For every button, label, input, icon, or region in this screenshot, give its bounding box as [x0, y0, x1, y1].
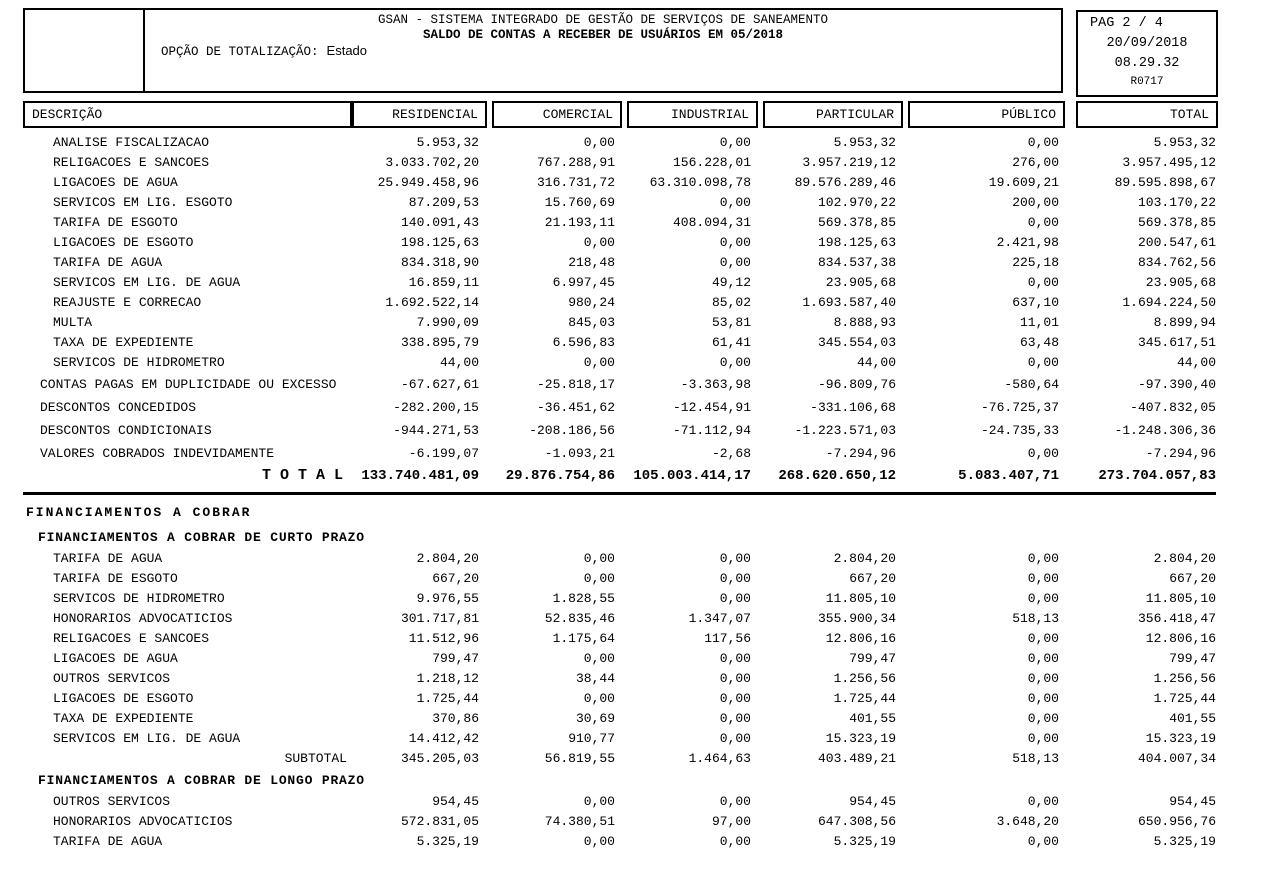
cell-comercial: 1.175,64 — [552, 631, 615, 646]
table-row — [23, 569, 1216, 589]
table-row — [23, 273, 1216, 293]
cell-publico: 518,13 — [1012, 751, 1059, 766]
cell-particular: 23.905,68 — [825, 275, 896, 290]
report-header-box — [145, 8, 1063, 93]
cell-industrial: 0,00 — [719, 551, 751, 566]
row-label: SERVICOS EM LIG. DE AGUA — [53, 731, 241, 746]
cell-comercial: -25.818,17 — [536, 377, 615, 392]
cell-industrial: 0,00 — [719, 731, 751, 746]
cell-particular: 834.537,38 — [817, 255, 896, 270]
cell-publico: 0,00 — [1027, 275, 1059, 290]
cell-residencial: 5.953,32 — [416, 135, 479, 150]
cell-residencial: 87.209,53 — [408, 195, 479, 210]
cell-industrial: 0,00 — [719, 235, 751, 250]
cell-industrial: 0,00 — [719, 255, 751, 270]
row-label: FINANCIAMENTOS A COBRAR — [26, 505, 252, 520]
cell-publico: 0,00 — [1027, 571, 1059, 586]
cell-particular: 3.957.219,12 — [802, 155, 896, 170]
cell-residencial: 1.218,12 — [416, 671, 479, 686]
table-row — [23, 173, 1216, 193]
column-header-industrial: INDUSTRIAL — [627, 101, 758, 128]
cell-total: 667,20 — [1169, 571, 1216, 586]
cell-total: -7.294,96 — [1145, 446, 1216, 461]
table-row — [23, 729, 1216, 749]
cell-industrial: 0,00 — [719, 834, 751, 849]
cell-residencial: 338.895,79 — [400, 335, 479, 350]
cell-publico: 11,01 — [1019, 315, 1059, 330]
cell-publico: 0,00 — [1027, 691, 1059, 706]
report-table-body — [23, 133, 1216, 852]
cell-publico: 63,48 — [1019, 335, 1059, 350]
totalization-label: OPÇÃO DE TOTALIZAÇÃO: — [161, 45, 319, 59]
table-row — [23, 589, 1216, 609]
cell-residencial: -282.200,15 — [393, 400, 479, 415]
page-info-box — [1076, 10, 1218, 97]
cell-total: -1.248.306,36 — [1114, 423, 1216, 438]
cell-comercial: 218,48 — [568, 255, 615, 270]
cell-publico: 637,10 — [1012, 295, 1059, 310]
cell-total: 834.762,56 — [1137, 255, 1216, 270]
cell-total: 5.325,19 — [1153, 834, 1216, 849]
cell-particular: 198.125,63 — [817, 235, 896, 250]
cell-comercial: 52.835,46 — [544, 611, 615, 626]
row-label: RELIGACOES E SANCOES — [53, 631, 210, 646]
cell-publico: 0,00 — [1027, 551, 1059, 566]
row-label: TARIFA DE ESGOTO — [53, 215, 178, 230]
row-label: REAJUSTE E CORRECAO — [53, 295, 202, 310]
column-header-residencial: RESIDENCIAL — [352, 101, 487, 128]
cell-comercial: 316.731,72 — [536, 175, 615, 190]
row-label: DESCONTOS CONDICIONAIS — [40, 423, 212, 438]
cell-industrial: -3.363,98 — [680, 377, 751, 392]
row-label: MULTA — [53, 315, 93, 330]
cell-particular: 799,47 — [849, 651, 896, 666]
cell-residencial: 2.804,20 — [416, 551, 479, 566]
cell-comercial: 21.193,11 — [544, 215, 615, 230]
cell-publico: 3.648,20 — [996, 814, 1059, 829]
cell-publico: 200,00 — [1012, 195, 1059, 210]
table-row — [23, 792, 1216, 812]
cell-residencial: 834.318,90 — [400, 255, 479, 270]
cell-industrial: 97,00 — [711, 814, 751, 829]
cell-industrial: 117,56 — [704, 631, 751, 646]
cell-total: 1.725,44 — [1153, 691, 1216, 706]
cell-residencial: 954,45 — [432, 794, 479, 809]
cell-total: 15.323,19 — [1145, 731, 1216, 746]
row-label: RELIGACOES E SANCOES — [53, 155, 210, 170]
cell-industrial: 0,00 — [719, 571, 751, 586]
cell-total: 799,47 — [1169, 651, 1216, 666]
cell-publico: 0,00 — [1027, 446, 1059, 461]
row-label: T O T A L — [261, 467, 343, 484]
cell-industrial: 0,00 — [719, 794, 751, 809]
cell-particular: 89.576.289,46 — [794, 175, 896, 190]
table-row — [23, 373, 1216, 396]
cell-publico: 0,00 — [1027, 794, 1059, 809]
column-header-comercial: COMERCIAL — [492, 101, 622, 128]
row-label: TARIFA DE AGUA — [53, 551, 163, 566]
cell-residencial: 572.831,05 — [400, 814, 479, 829]
cell-industrial: 0,00 — [719, 711, 751, 726]
cell-comercial: 0,00 — [583, 834, 615, 849]
cell-total: 356.418,47 — [1137, 611, 1216, 626]
report-code: R0717 — [1130, 76, 1164, 88]
cell-publico: 2.421,98 — [996, 235, 1059, 250]
cell-residencial: 667,20 — [432, 571, 479, 586]
table-row — [23, 313, 1216, 333]
cell-total: 954,45 — [1169, 794, 1216, 809]
cell-residencial: 345.205,03 — [400, 751, 479, 766]
table-row — [23, 749, 1216, 769]
cell-total: 650.956,76 — [1137, 814, 1216, 829]
cell-comercial: 910,77 — [568, 731, 615, 746]
row-label: SERVICOS DE HIDROMETRO — [53, 591, 225, 606]
table-row — [23, 526, 1216, 549]
report-date: 20/09/2018 — [1106, 36, 1188, 51]
cell-comercial: 56.819,55 — [544, 751, 615, 766]
cell-particular: 1.693.587,40 — [802, 295, 896, 310]
cell-particular: 102.970,22 — [817, 195, 896, 210]
cell-residencial: 1.725,44 — [416, 691, 479, 706]
cell-comercial: 767.288,91 — [536, 155, 615, 170]
table-row — [23, 396, 1216, 419]
cell-total: 12.806,16 — [1145, 631, 1216, 646]
cell-total: 1.256,56 — [1153, 671, 1216, 686]
table-row — [23, 293, 1216, 313]
cell-total: 404.007,34 — [1137, 751, 1216, 766]
report-subtitle: SALDO DE CONTAS A RECEBER DE USUÁRIOS EM 05/2018 — [422, 28, 784, 42]
totalization-line — [145, 43, 1061, 60]
cell-particular: 1.256,56 — [833, 671, 896, 686]
cell-comercial: 0,00 — [583, 794, 615, 809]
cell-publico: 0,00 — [1027, 355, 1059, 370]
cell-comercial: -1.093,21 — [544, 446, 615, 461]
table-row — [23, 689, 1216, 709]
cell-comercial: 1.828,55 — [552, 591, 615, 606]
cell-total: 345.617,51 — [1137, 335, 1216, 350]
cell-total: 401,55 — [1169, 711, 1216, 726]
table-row — [23, 442, 1216, 465]
cell-publico: 225,18 — [1012, 255, 1059, 270]
cell-publico: 0,00 — [1027, 671, 1059, 686]
column-header-total: TOTAL — [1076, 101, 1218, 128]
cell-particular: 569.378,85 — [817, 215, 896, 230]
cell-residencial: 3.033.702,20 — [385, 155, 479, 170]
cell-residencial: 799,47 — [432, 651, 479, 666]
cell-total: 89.595.898,67 — [1114, 175, 1216, 190]
column-header-particular: PARTICULAR — [763, 101, 903, 128]
cell-particular: -96.809,76 — [817, 377, 896, 392]
cell-publico: -24.735,33 — [980, 423, 1059, 438]
table-row — [23, 629, 1216, 649]
cell-publico: 0,00 — [1027, 711, 1059, 726]
row-label: DESCONTOS CONCEDIDOS — [40, 400, 197, 415]
cell-industrial: 0,00 — [719, 651, 751, 666]
cell-particular: 1.725,44 — [833, 691, 896, 706]
row-label: TARIFA DE AGUA — [53, 255, 163, 270]
cell-residencial: 198.125,63 — [400, 235, 479, 250]
report-time: 08.29.32 — [1114, 56, 1180, 71]
table-row — [23, 133, 1216, 153]
cell-particular: 2.804,20 — [833, 551, 896, 566]
cell-particular: 401,55 — [849, 711, 896, 726]
cell-residencial: -67.627,61 — [400, 377, 479, 392]
row-label: TAXA DE EXPEDIENTE — [53, 711, 194, 726]
cell-residencial: 1.692.522,14 — [385, 295, 479, 310]
report-title: GSAN - SISTEMA INTEGRADO DE GESTÃO DE SERVIÇOS DE SANEAMENTO — [377, 13, 829, 27]
cell-residencial: 133.740.481,09 — [361, 468, 479, 484]
cell-comercial: 6.596,83 — [552, 335, 615, 350]
table-row — [23, 549, 1216, 569]
cell-comercial: 0,00 — [583, 571, 615, 586]
cell-industrial: 0,00 — [719, 355, 751, 370]
row-label: HONORARIOS ADVOCATICIOS — [53, 814, 233, 829]
row-label: LIGACOES DE ESGOTO — [53, 691, 194, 706]
cell-total: 8.899,94 — [1153, 315, 1216, 330]
cell-total: 44,00 — [1176, 355, 1216, 370]
row-label: LIGACOES DE ESGOTO — [53, 235, 194, 250]
cell-residencial: 7.990,09 — [416, 315, 479, 330]
logo-placeholder-box — [23, 8, 145, 93]
cell-comercial: -208.186,56 — [529, 423, 615, 438]
cell-comercial: -36.451,62 — [536, 400, 615, 415]
cell-industrial: 105.003.414,17 — [633, 468, 751, 484]
cell-residencial: -6.199,07 — [408, 446, 479, 461]
cell-comercial: 0,00 — [583, 691, 615, 706]
cell-comercial: 29.876.754,86 — [505, 468, 615, 484]
table-row — [23, 709, 1216, 729]
cell-particular: 12.806,16 — [825, 631, 896, 646]
cell-industrial: -2,68 — [711, 446, 751, 461]
row-label: TARIFA DE AGUA — [53, 834, 163, 849]
row-label: LIGACOES DE AGUA — [53, 651, 178, 666]
cell-publico: -76.725,37 — [980, 400, 1059, 415]
cell-residencial: 14.412,42 — [408, 731, 479, 746]
cell-residencial: 9.976,55 — [416, 591, 479, 606]
cell-comercial: 6.997,45 — [552, 275, 615, 290]
column-header-descricao: DESCRIÇÃO — [23, 101, 352, 128]
cell-comercial: 38,44 — [575, 671, 615, 686]
cell-residencial: 11.512,96 — [408, 631, 479, 646]
cell-industrial: 53,81 — [711, 315, 751, 330]
row-label: TAXA DE EXPEDIENTE — [53, 335, 194, 350]
cell-comercial: 980,24 — [568, 295, 615, 310]
cell-residencial: 16.859,11 — [408, 275, 479, 290]
cell-total: 103.170,22 — [1137, 195, 1216, 210]
table-row — [23, 193, 1216, 213]
cell-publico: 0,00 — [1027, 591, 1059, 606]
cell-total: 569.378,85 — [1137, 215, 1216, 230]
row-label: TARIFA DE ESGOTO — [53, 571, 178, 586]
cell-publico: 0,00 — [1027, 834, 1059, 849]
cell-particular: 11.805,10 — [825, 591, 896, 606]
table-row — [23, 233, 1216, 253]
cell-residencial: 370,86 — [432, 711, 479, 726]
cell-comercial: 0,00 — [583, 551, 615, 566]
table-row — [23, 333, 1216, 353]
table-row — [23, 669, 1216, 689]
cell-residencial: 44,00 — [439, 355, 479, 370]
cell-total: 23.905,68 — [1145, 275, 1216, 290]
row-label: SERVICOS DE HIDROMETRO — [53, 355, 225, 370]
cell-particular: 954,45 — [849, 794, 896, 809]
table-row — [23, 465, 1216, 489]
cell-industrial: 0,00 — [719, 135, 751, 150]
row-label: SERVICOS EM LIG. DE AGUA — [53, 275, 241, 290]
cell-particular: 5.953,32 — [833, 135, 896, 150]
totalization-value: Estado — [326, 43, 368, 58]
cell-particular: 268.620.650,12 — [778, 468, 896, 484]
row-label: OUTROS SERVICOS — [53, 794, 171, 809]
cell-particular: 345.554,03 — [817, 335, 896, 350]
cell-publico: 19.609,21 — [988, 175, 1059, 190]
cell-particular: 44,00 — [856, 355, 896, 370]
cell-particular: 8.888,93 — [833, 315, 896, 330]
cell-comercial: 0,00 — [583, 355, 615, 370]
cell-particular: -7.294,96 — [825, 446, 896, 461]
page-number: PAG 2 / 4 — [1090, 16, 1163, 31]
table-row — [23, 649, 1216, 669]
table-divider — [23, 492, 1216, 495]
cell-publico: 0,00 — [1027, 135, 1059, 150]
cell-residencial: 5.325,19 — [416, 834, 479, 849]
table-row — [23, 253, 1216, 273]
cell-total: 5.953,32 — [1153, 135, 1216, 150]
cell-comercial: 845,03 — [568, 315, 615, 330]
cell-comercial: 74.380,51 — [544, 814, 615, 829]
cell-industrial: 0,00 — [719, 195, 751, 210]
table-row — [23, 609, 1216, 629]
table-header-row — [0, 101, 1264, 128]
row-label: VALORES COBRADOS INDEVIDAMENTE — [40, 446, 275, 461]
cell-industrial: 61,41 — [711, 335, 751, 350]
cell-particular: 5.325,19 — [833, 834, 896, 849]
cell-publico: 0,00 — [1027, 631, 1059, 646]
table-row — [23, 832, 1216, 852]
cell-publico: 276,00 — [1012, 155, 1059, 170]
cell-particular: 667,20 — [849, 571, 896, 586]
row-label: ANALISE FISCALIZACAO — [53, 135, 210, 150]
cell-industrial: -12.454,91 — [672, 400, 751, 415]
cell-total: -407.832,05 — [1130, 400, 1216, 415]
cell-industrial: 49,12 — [711, 275, 751, 290]
cell-total: -97.390,40 — [1137, 377, 1216, 392]
cell-industrial: 0,00 — [719, 691, 751, 706]
cell-publico: 0,00 — [1027, 731, 1059, 746]
cell-industrial: 156.228,01 — [672, 155, 751, 170]
row-label: LIGACOES DE AGUA — [53, 175, 178, 190]
table-row — [23, 153, 1216, 173]
cell-particular: 647.308,56 — [817, 814, 896, 829]
cell-industrial: 0,00 — [719, 671, 751, 686]
cell-publico: 0,00 — [1027, 651, 1059, 666]
cell-particular: -1.223.571,03 — [794, 423, 896, 438]
cell-total: 2.804,20 — [1153, 551, 1216, 566]
cell-industrial: 1.464,63 — [688, 751, 751, 766]
cell-industrial: -71.112,94 — [672, 423, 751, 438]
cell-particular: 355.900,34 — [817, 611, 896, 626]
cell-residencial: 25.949.458,96 — [377, 175, 479, 190]
row-label: HONORARIOS ADVOCATICIOS — [53, 611, 233, 626]
cell-residencial: 140.091,43 — [400, 215, 479, 230]
cell-publico: 5.083.407,71 — [958, 468, 1059, 484]
column-header-publico: PÚBLICO — [908, 101, 1065, 128]
cell-publico: 518,13 — [1012, 611, 1059, 626]
cell-total: 200.547,61 — [1137, 235, 1216, 250]
table-row — [23, 769, 1216, 792]
cell-residencial: 301.717,81 — [400, 611, 479, 626]
table-row — [23, 812, 1216, 832]
row-label: FINANCIAMENTOS A COBRAR DE LONGO PRAZO — [38, 773, 365, 788]
cell-comercial: 30,69 — [575, 711, 615, 726]
row-label: CONTAS PAGAS EM DUPLICIDADE OU EXCESSO — [40, 377, 337, 392]
cell-total: 3.957.495,12 — [1122, 155, 1216, 170]
cell-comercial: 0,00 — [583, 135, 615, 150]
cell-total: 11.805,10 — [1145, 591, 1216, 606]
row-label: SERVICOS EM LIG. ESGOTO — [53, 195, 233, 210]
cell-particular: 15.323,19 — [825, 731, 896, 746]
cell-total: 273.704.057,83 — [1098, 468, 1216, 484]
cell-publico: -580,64 — [1004, 377, 1059, 392]
row-label: OUTROS SERVICOS — [53, 671, 171, 686]
cell-particular: 403.489,21 — [817, 751, 896, 766]
cell-comercial: 0,00 — [583, 235, 615, 250]
cell-comercial: 15.760,69 — [544, 195, 615, 210]
cell-industrial: 0,00 — [719, 591, 751, 606]
cell-publico: 0,00 — [1027, 215, 1059, 230]
cell-residencial: -944.271,53 — [393, 423, 479, 438]
cell-total: 1.694.224,50 — [1122, 295, 1216, 310]
cell-industrial: 1.347,07 — [688, 611, 751, 626]
cell-industrial: 63.310.098,78 — [649, 175, 751, 190]
cell-industrial: 408.094,31 — [672, 215, 751, 230]
cell-comercial: 0,00 — [583, 651, 615, 666]
cell-industrial: 85,02 — [711, 295, 751, 310]
table-row — [23, 353, 1216, 373]
table-row — [23, 213, 1216, 233]
row-label: FINANCIAMENTOS A COBRAR DE CURTO PRAZO — [38, 530, 365, 545]
table-row — [23, 500, 1216, 526]
table-row — [23, 419, 1216, 442]
row-label: SUBTOTAL — [284, 751, 347, 766]
cell-particular: -331.106,68 — [810, 400, 896, 415]
